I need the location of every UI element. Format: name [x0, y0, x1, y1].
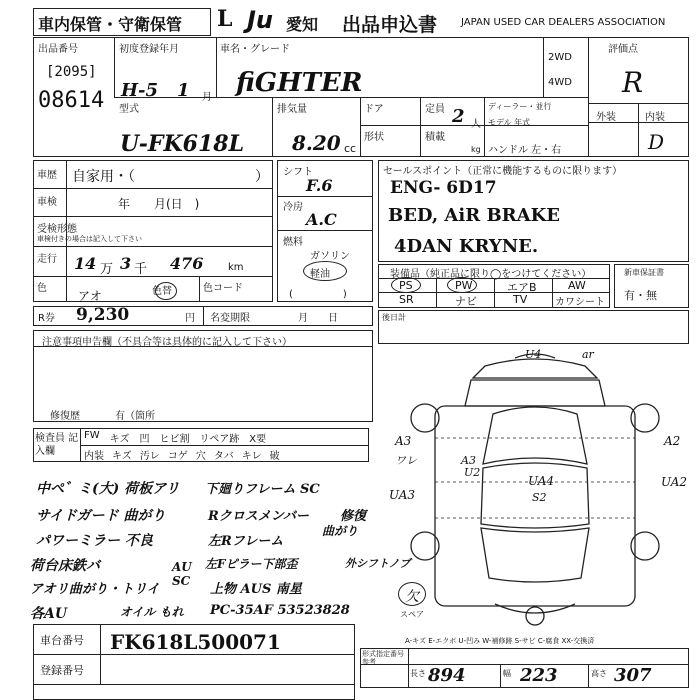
mark-wa-left: ワレ: [395, 454, 417, 467]
insp-dent: 凹: [139, 434, 150, 445]
cooler-label: 冷房: [283, 202, 303, 213]
note-2: パワーミラー 不良: [36, 533, 153, 549]
model-designation-label: 形式指定番号 参考: [362, 650, 404, 666]
color-paint-label: 色替: [152, 286, 172, 297]
yen-label: 円: [185, 313, 195, 324]
lot-number: 08614: [38, 88, 105, 113]
div: [80, 445, 369, 446]
reg-era: H-5: [121, 80, 159, 101]
div: [494, 278, 495, 308]
cooler-value: A.C: [306, 210, 337, 229]
note-13: 曲がり: [322, 524, 359, 538]
div: [277, 196, 373, 197]
mileage-b: 万: [100, 262, 114, 277]
mileage-unit: km: [228, 262, 244, 273]
spare-label: スペア: [400, 610, 424, 619]
equip-pw: PW: [455, 279, 473, 292]
mark-a3-left: A3: [395, 434, 412, 448]
model-year-label: モデル 年式: [488, 118, 531, 127]
dealer-import-label: ディーラー・並行: [488, 102, 552, 111]
div: [552, 278, 553, 308]
mileage-d: 千: [134, 262, 148, 277]
insp-x: X要: [249, 434, 267, 445]
selling-points-label: セールスポイント（正常に機能するものに限ります）: [383, 166, 623, 177]
note-5: 各AU: [30, 606, 68, 622]
score-label: 評価点: [608, 44, 638, 55]
note-17: 外シフトノブ: [345, 557, 411, 570]
car-name-label: 車名・グレード: [220, 44, 290, 55]
history-label: 車歴: [37, 170, 57, 181]
mark-u4: U4: [525, 348, 542, 361]
repair-value: 有（箇所: [115, 411, 155, 422]
rear-label: 後日計: [382, 313, 406, 322]
reg-month: 1: [177, 80, 190, 101]
association-name: JAPAN USED CAR DEALERS ASSOCIATION: [461, 17, 666, 28]
car-name-value: fiGHTER: [236, 68, 363, 98]
div: [33, 188, 273, 189]
first-reg-label: 初度登録年月: [119, 44, 179, 55]
inspector-label: 検査員 記入欄: [35, 433, 79, 457]
note-10: 上物 AUS 南星: [210, 582, 302, 597]
capacity-unit: 人: [471, 119, 481, 130]
handle-label: ハンドル 左・右: [488, 145, 562, 156]
shape-label: 形状: [364, 132, 384, 143]
mark-ua4: UA4: [528, 474, 555, 488]
equip-airbag: エアB: [507, 281, 537, 294]
fuel-paren: ( ): [289, 289, 347, 300]
div: [588, 664, 589, 688]
div: [543, 37, 544, 97]
note-9: 左Fピラー下部歪: [205, 557, 298, 571]
color-label: 色: [37, 283, 47, 294]
insp-repair: リペア跡: [199, 434, 240, 445]
mark-s2: S2: [532, 491, 547, 504]
mark-u2: U2: [464, 466, 481, 479]
div: [199, 276, 200, 302]
load-label: 積載: [425, 132, 445, 143]
history-close: ）: [255, 169, 269, 185]
displacement-value: 8.20: [292, 131, 341, 155]
shift-label: シフト: [283, 167, 313, 178]
transfer-label: 受検形態: [37, 224, 77, 235]
note-6: 下廻りフレーム SC: [205, 482, 320, 497]
ju-logo: Ju: [247, 6, 274, 34]
insp-fw: FW: [84, 430, 100, 441]
div: [203, 306, 204, 326]
capacity-value: 2: [452, 106, 465, 127]
2wd-label: 2WD: [548, 52, 572, 63]
mark-spare: 欠: [405, 589, 419, 605]
mileage-e: 476: [170, 254, 204, 273]
length-value: 894: [428, 665, 466, 686]
div: [360, 97, 361, 157]
note-12: 修復: [340, 509, 367, 524]
displacement-unit: cc: [344, 142, 357, 155]
note-14: オイル もれ: [120, 605, 184, 619]
rcoupon-value: 9,230: [76, 305, 130, 325]
div: [408, 648, 409, 688]
div: [588, 37, 589, 157]
name-change-label: 名変期限: [210, 313, 250, 324]
notes-header: 注意事項申告欄（不具合等は具体的に記入して下さい）: [42, 337, 292, 348]
equip-tv: TV: [513, 293, 528, 306]
doors-label: ドア: [364, 104, 384, 115]
mark-ua2: UA2: [661, 475, 688, 489]
fuel-gasoline: ガソリン: [310, 251, 350, 262]
insp-hole: 穴: [195, 451, 206, 462]
selling-line-3: 4DAN KRYNE.: [394, 236, 539, 257]
div: [272, 97, 273, 157]
div: [33, 654, 355, 655]
inspection-value: 年 月(日 ): [118, 197, 200, 211]
note-15: AU: [172, 560, 192, 574]
div: [216, 37, 217, 97]
fuel-diesel: 軽油: [310, 269, 330, 280]
div: [33, 684, 355, 685]
4wd-label: 4WD: [548, 77, 572, 88]
equip-ps: PS: [399, 279, 413, 292]
color-code-label: 色コード: [203, 283, 243, 294]
warranty-value: 有・無: [624, 289, 657, 302]
div: [33, 246, 273, 247]
inspection-label: 車検: [37, 197, 57, 208]
insp-dirt: 汚レ: [139, 451, 160, 462]
equip-navi: ナビ: [455, 295, 477, 308]
damage-legend: A-キズ E-エクボ U-凹み W-補修跡 S-サビ C-腐食 XX-交換済: [405, 637, 595, 645]
mark-a2: A2: [664, 434, 681, 448]
model-value: U-FK618L: [120, 131, 245, 157]
displacement-label: 排気量: [277, 104, 307, 115]
lot-prefix: [2095]: [46, 64, 97, 80]
width-label: 幅: [503, 669, 511, 678]
note-0: 中ペ゛ミ(大) 荷板アリ: [36, 481, 180, 497]
month-unit: 月: [202, 92, 212, 103]
equipment-label: 装備品（純正品に限り◯をつけてください）: [390, 269, 592, 280]
form-title: 出品申込書: [342, 14, 438, 36]
note-11: PC-35AF 53523828: [210, 603, 350, 618]
note-4: アオリ曲がり・トリイ: [30, 582, 160, 597]
exterior-label: 外装: [596, 112, 616, 123]
mark-ar: ar: [582, 348, 594, 361]
rear-frame: [378, 310, 689, 344]
color-paint-circle: [155, 282, 177, 300]
interior-label: 内装: [645, 112, 665, 123]
mileage-label: 走行: [37, 254, 57, 265]
insp-i-scratch: キズ: [112, 451, 132, 462]
insp-crack: ヒビ割: [159, 434, 190, 445]
history-value: 自家用・（: [72, 169, 135, 185]
div: [484, 97, 485, 157]
note-1: サイドガード 曲がり: [36, 508, 166, 524]
div: [33, 216, 273, 217]
spare-circle: [398, 582, 426, 606]
div: [80, 428, 81, 462]
insp-interior: 内装: [84, 451, 104, 462]
div: [277, 230, 373, 231]
lot-number-label: 出品番号: [38, 44, 78, 55]
name-change-value: 月 日: [298, 313, 338, 324]
div: [420, 97, 421, 157]
div: [33, 346, 373, 347]
note-7: Rクロスメンバー: [208, 509, 309, 524]
insp-tobacco: タバ: [213, 451, 234, 462]
note-16: SC: [172, 574, 191, 588]
equip-seat: カワシート: [555, 297, 605, 308]
score-value: R: [622, 66, 644, 99]
inspector-row-2: [84, 447, 280, 462]
reg-no-label: 登録番号: [40, 664, 84, 677]
storage-mark: L: [217, 6, 233, 32]
length-label: 長さ: [410, 669, 426, 678]
aichi-label: 愛知: [286, 15, 319, 34]
insp-burn: コゲ: [167, 451, 188, 462]
height-value: 307: [614, 665, 652, 686]
model-label: 型式: [119, 104, 139, 115]
selling-line-1: ENG- 6D17: [390, 178, 497, 198]
width-value: 223: [520, 665, 558, 686]
inspector-row-1: [84, 430, 266, 445]
warranty-label: 新車保証書: [624, 268, 664, 277]
load-unit: kg: [471, 145, 481, 154]
mileage-c: 3: [120, 254, 132, 273]
div: [436, 278, 437, 308]
equip-sr: SR: [399, 293, 414, 306]
div: [500, 664, 501, 688]
mark-ua3: UA3: [389, 488, 416, 502]
chassis-label: 車台番号: [40, 634, 84, 647]
insp-cut: キレ: [241, 451, 262, 462]
repair-label: 修復歴: [50, 411, 80, 422]
chassis-value: FK618L500071: [110, 630, 281, 654]
selling-line-2: BED, AiR BRAKE: [388, 205, 560, 226]
fuel-diesel-circle: [303, 261, 347, 281]
div: [114, 37, 115, 97]
interior-score-value: D: [648, 130, 665, 154]
storage-note: 車内保管・守衛保管: [38, 15, 183, 34]
rcoupon-label: R券: [38, 313, 55, 324]
color-value: アオ: [78, 289, 102, 303]
capacity-label: 定員: [425, 104, 445, 115]
height-label: 高さ: [591, 669, 607, 678]
equip-aw: AW: [568, 279, 586, 292]
mark-a3-center: A3: [461, 454, 476, 467]
transfer-note: 車検付きの場合は記入して下さい: [37, 235, 142, 243]
pw-circle: [447, 277, 477, 293]
div: [638, 103, 639, 157]
insp-tear: 破: [269, 451, 280, 462]
mileage-a: 14: [74, 254, 97, 273]
shift-value: F.6: [306, 176, 333, 195]
note-3: 荷台床鉄バ: [30, 558, 100, 574]
div: [33, 276, 273, 277]
fuel-label: 燃料: [283, 237, 303, 248]
insp-scratch: キズ: [109, 434, 130, 445]
note-8: 左Rフレーム: [208, 534, 284, 549]
ps-circle: [391, 277, 421, 293]
